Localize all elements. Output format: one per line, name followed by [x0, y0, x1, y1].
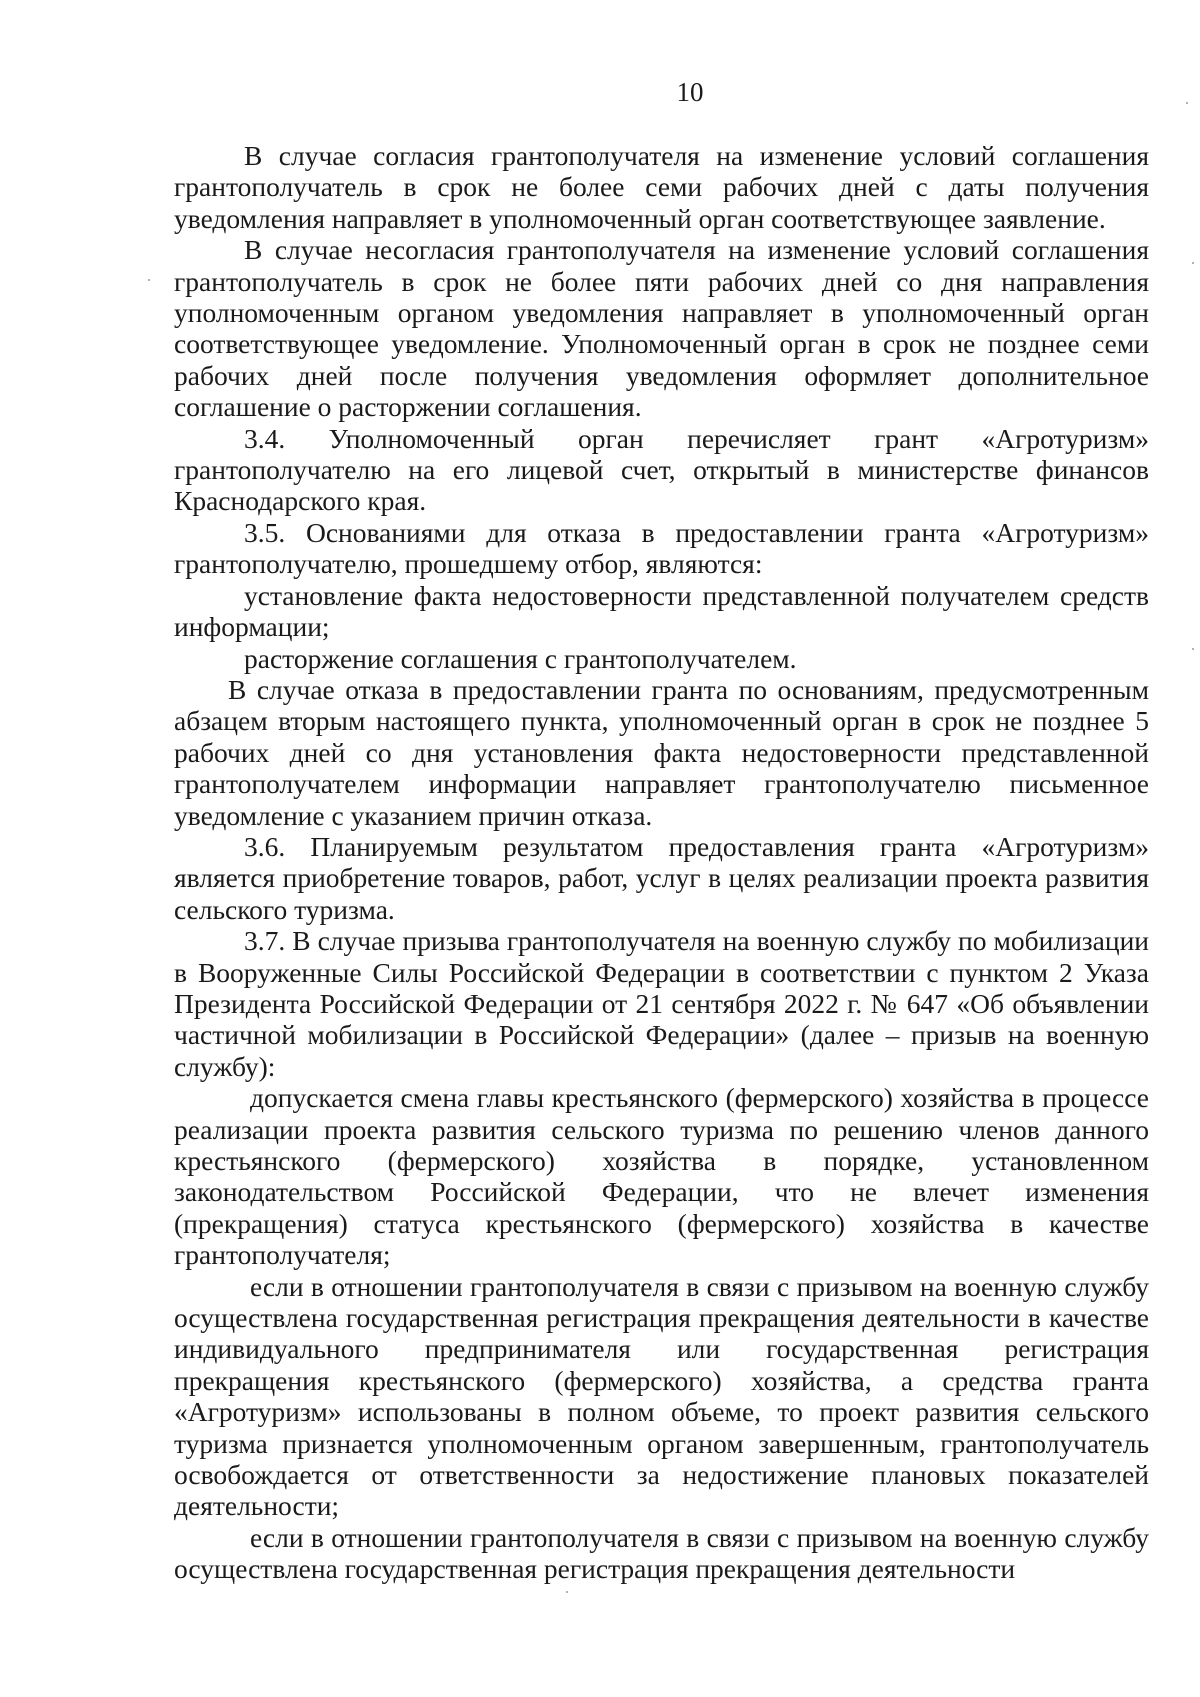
paragraph-refusal-ground-2: расторжение соглашения с грантополучателем.	[244, 642, 797, 674]
paragraph-refusal-notice: В случае отказа в предоставлении гранта по основаниям, предусмотренным абзацем вторым настоящего пункта, уполномоченный орган в срок не позднее 5 рабочих дней со дня установления факта недостоверности представленной грантополучателем информации направляет грантополучателю письменное уведомление с указанием причин отказа.	[174, 673, 1149, 831]
page-number: 10	[676, 77, 704, 107]
scan-speck	[1192, 648, 1194, 650]
paragraph-refusal-ground-1: установление факта недостоверности представленной получателем средств информации;	[174, 579, 1149, 643]
document-body	[174, 140, 1149, 1585]
paragraph-3-5: 3.5. Основаниями для отказа в предоставлении гранта «Агротуризм» грантополучателю, прошедшему отбор, являются:	[174, 516, 1149, 580]
scan-speck	[148, 279, 150, 281]
paragraph-3-6: 3.6. Планируемым результатом предоставления гранта «Агротуризм» является приобретение товаров, работ, услуг в целях реализации проекта развития сельского туризма.	[174, 830, 1149, 925]
paragraph-registration-terminated: если в отношении грантополучателя в связи с призывом на военную службу осуществлена государственная регистрация прекращения деятельности в качестве индивидуального предпринимателя или государственная регистрация прекращения крестьянского (фермерского) хозяйства, а средства гранта «Агротуризм» использованы в полном объеме, то проект развития сельского туризма признается уполномоченным органом завершенным, грантополучатель освобождается от ответственности за недостижение плановых показателей деятельности;	[174, 1270, 1149, 1522]
paragraph-disagreement: В случае несогласия грантополучателя на изменение условий соглашения грантополучатель в срок не более пяти рабочих дней со дня направления уполномоченным органом уведомления направляет в уполномоченный орган соответствующее уведомление. Уполномоченный орган в срок не позднее семи рабочих дней после получения уведомления оформляет дополнительное соглашение о расторжении соглашения.	[174, 234, 1149, 423]
paragraph-head-change: допускается смена главы крестьянского (фермерского) хозяйства в процессе реализации проекта развития сельского туризма по решению членов данного крестьянского (фермерского) хозяйства в порядке, установленном законодательством Российской Федерации, что не влечет изменения (прекращения) статуса крестьянского (фермерского) хозяйства в качестве грантополучателя;	[174, 1082, 1149, 1271]
scan-speck	[1186, 102, 1188, 104]
scan-speck	[1192, 262, 1194, 264]
paragraph-3-4: 3.4. Уполномоченный орган перечисляет грант «Агротуризм» грантополучателю на его лицевой счет, открытый в министерстве финансов Краснодарского края.	[174, 422, 1149, 517]
scan-speck	[566, 1591, 568, 1593]
paragraph-registration-continued: если в отношении грантополучателя в связи с призывом на военную службу осуществлена государственная регистрация прекращения деятельности	[174, 1521, 1149, 1585]
paragraph-consent: В случае согласия грантополучателя на изменение условий соглашения грантополучатель в срок не более семи рабочих дней с даты получения уведомления направляет в уполномоченный орган соответствующее заявление.	[174, 140, 1149, 234]
paragraph-3-7: 3.7. В случае призыва грантополучателя на военную службу по мобилизации в Вооруженные Силы Российской Федерации в соответствии с пунктом 2 Указа Президента Российской Федерации от 21 сентября 2022 г. № 647 «Об объявлении частичной мобилизации в Российской Федерации» (далее – призыв на военную службу):	[174, 925, 1149, 1082]
